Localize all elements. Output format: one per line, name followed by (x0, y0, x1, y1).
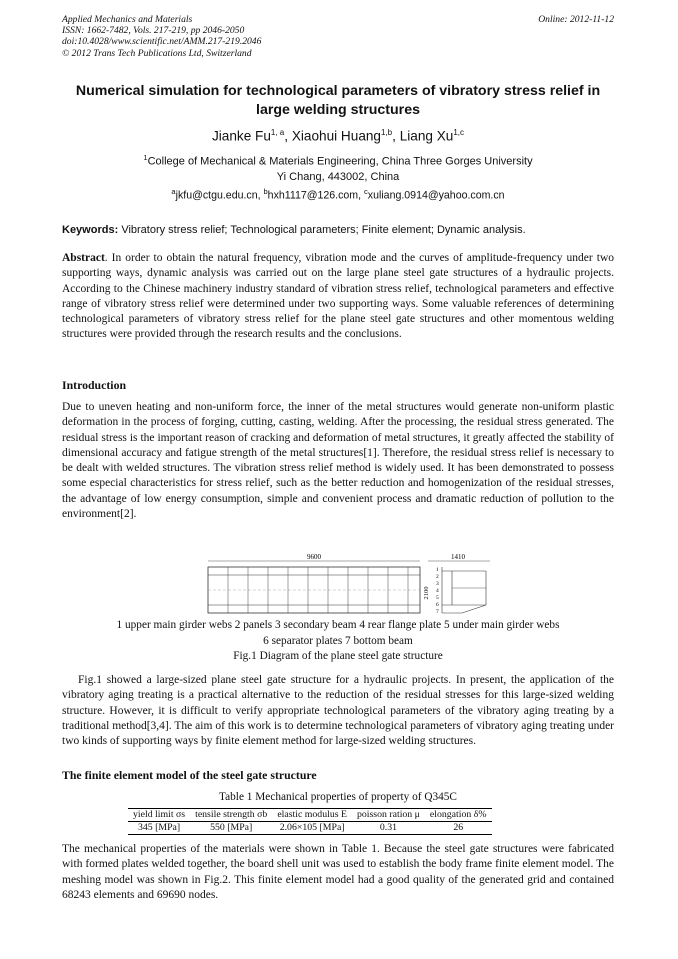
table-row (128, 822, 492, 835)
figure-legend (62, 618, 614, 665)
affiliation (62, 150, 614, 186)
table-header-cell: poisson ration μ (356, 809, 420, 820)
table-cell: 2.06×105 [MPa] (279, 822, 345, 833)
journal-header (62, 14, 614, 59)
paper-title: Numerical simulation for technological parameters of vibratory stress relief in large welding structures (75, 83, 601, 118)
mechanical-properties-table (128, 808, 492, 835)
table-header-cell: elastic modulus E (277, 809, 347, 820)
body-paragraph: Fig.1 showed a large-sized plane steel gate structure for a hydraulic projects. In present, the application of the vibratory aging treating is a practical alternative to the reduction of the residual stresses for this large-sized welding structure. However, it is difficult to verify appropriate technological parameters of the vibratory aging treating by a traditional method[3,4]. The aim of this work is to determine technological parameters of vibratory aging treating under two kinds of supporting ways by finite element method for large-sized welding structures. (62, 674, 614, 748)
abstract-text: . In order to obtain the natural frequency, vibration mode and the curves of amplitude-frequency under two supporting ways, dynamic analysis was carried out on the large plane steel gate structures of a hydraulic projects. According to the Chinese machinery industry standard of vibration stress relief, technological parameters and effective range of vibratory stress relief were determined under two supporting ways. Some valuable references of determining technological parameters of vibratory stress relief for the plane steel gate structures and other momentous welding structures were provided through the research results and the conclusions. (62, 252, 614, 341)
part-number: 6 (436, 602, 439, 608)
affiliation-line1: College of Mechanical & Materials Engineering, China Three Gorges University (147, 155, 533, 168)
legend-line1: 1 upper main girder webs 2 panels 3 secondary beam 4 rear flange plate 5 under main girder webs (116, 619, 560, 631)
table-header-cell: tensile strength σb (195, 809, 268, 820)
email-address[interactable]: xuliang.0914@yahoo.com.cn (367, 189, 505, 202)
dim-height-label: 2100 (423, 586, 430, 600)
abstract-label: Abstract (62, 252, 105, 264)
gate-section-view (442, 567, 486, 613)
abstract (62, 251, 614, 343)
author-name: Xiaohui Huang (291, 128, 381, 144)
author-list: Jianke Fu$^{1, a}$, Xiaohui Huang$^{1,b}$, Liang Xu$^{1,c}$ (211, 128, 465, 144)
part-number: 5 (436, 595, 439, 601)
table-cell: 0.31 (379, 822, 398, 833)
author-name: Liang Xu (399, 128, 454, 144)
table-header-row (128, 809, 492, 822)
table-cell: 550 [MPa] (210, 822, 253, 833)
part-number: 3 (436, 581, 439, 587)
figure-caption: Fig.1 Diagram of the plane steel gate structure (233, 650, 443, 662)
email-address[interactable]: hxh1117@126.com (267, 189, 359, 202)
author-name: Jianke Fu (211, 128, 271, 144)
email-sup: b (263, 187, 268, 196)
intro-paragraph: Due to uneven heating and non-uniform force, the inner of the metal structures would generate non-uniform plastic deformation in the process of forging, cutting, casting, welding. After the processing, the residual stress generated. The residual stress is the important reason of cracking and deformation of metal structures, it greatly affected the stability of dimensional accuracy and fatigue strength of the metal structures[1]. Therefore, the residual stress relief is necessary to be dealt with welded structures. The vibration stress relief method is widely used. It has been demonstrated to possess some especial characteristics for stress relief, such as the better reduction and homogenization of the residual stresses, the advantage of low energy consumption, simple and convenient process and dramatic reduction of pollution to the environment[2]. (62, 401, 614, 521)
body-paragraph: The mechanical properties of the materials were shown in Table 1. Because the steel gate structures were fabricated with formed plates welded together, the board shell unit was used to establish the body frame finite element model. The meshing model was shown in Fig.2. This finite element model had a good quality of the generated grid and contained 68243 elements and 69690 nodes. (62, 843, 614, 901)
part-number: 7 (436, 609, 439, 615)
part-number: 2 (436, 574, 439, 580)
affiliation-sup: 1 (143, 153, 148, 162)
affiliation-line2: Yi Chang, 443002, China (276, 171, 400, 184)
part-number-labels (436, 567, 439, 615)
section-heading-introduction: Introduction (62, 378, 127, 392)
online-date: Online: 2012-11-12 (538, 14, 614, 25)
table-cell: 26 (453, 822, 464, 833)
table-caption: Table 1 Mechanical properties of property of Q345C (219, 791, 457, 803)
author-emails: $^a$jkfu@ctgu.edu.cn, $^b$hxh1117@126.com, $^c$xuliang.0914@yahoo.com.cn (171, 187, 505, 202)
dim-length-label: 9600 (307, 553, 321, 561)
journal-doi[interactable]: doi:10.4028/www.scientific.net/AMM.217-219.2046 (62, 36, 262, 48)
email-sup: c (364, 187, 368, 196)
part-number: 4 (436, 588, 439, 594)
table-header-cell: yield limit σs (133, 809, 186, 820)
author-sup: 1,c (453, 128, 465, 137)
section-heading-fem: The finite element model of the steel gate structure (62, 768, 317, 782)
email-address[interactable]: jkfu@ctgu.edu.cn (175, 189, 258, 202)
legend-line2: 6 separator plates 7 bottom beam (263, 634, 413, 647)
journal-issn: ISSN: 1662-7482, Vols. 217-219, pp 2046-2050 (62, 25, 245, 37)
gate-structure-diagram (206, 553, 498, 617)
author-sup: 1, a (270, 128, 285, 137)
journal-name: Applied Mechanics and Materials (62, 14, 193, 25)
author-sup: 1,b (381, 128, 393, 137)
table-header-cell: elongation δ% (429, 809, 487, 820)
journal-copyright: © 2012 Trans Tech Publications Ltd, Switzerland (62, 47, 252, 59)
dim-width-label: 1410 (451, 553, 465, 561)
part-number: 1 (436, 567, 439, 573)
keywords-text: Vibratory stress relief; Technological parameters; Finite element; Dynamic analysis. (121, 224, 526, 236)
keywords-label: Keywords: (62, 224, 119, 236)
keywords (62, 223, 622, 237)
email-sup: a (171, 187, 176, 196)
table-cell: 345 [MPa] (137, 822, 181, 833)
